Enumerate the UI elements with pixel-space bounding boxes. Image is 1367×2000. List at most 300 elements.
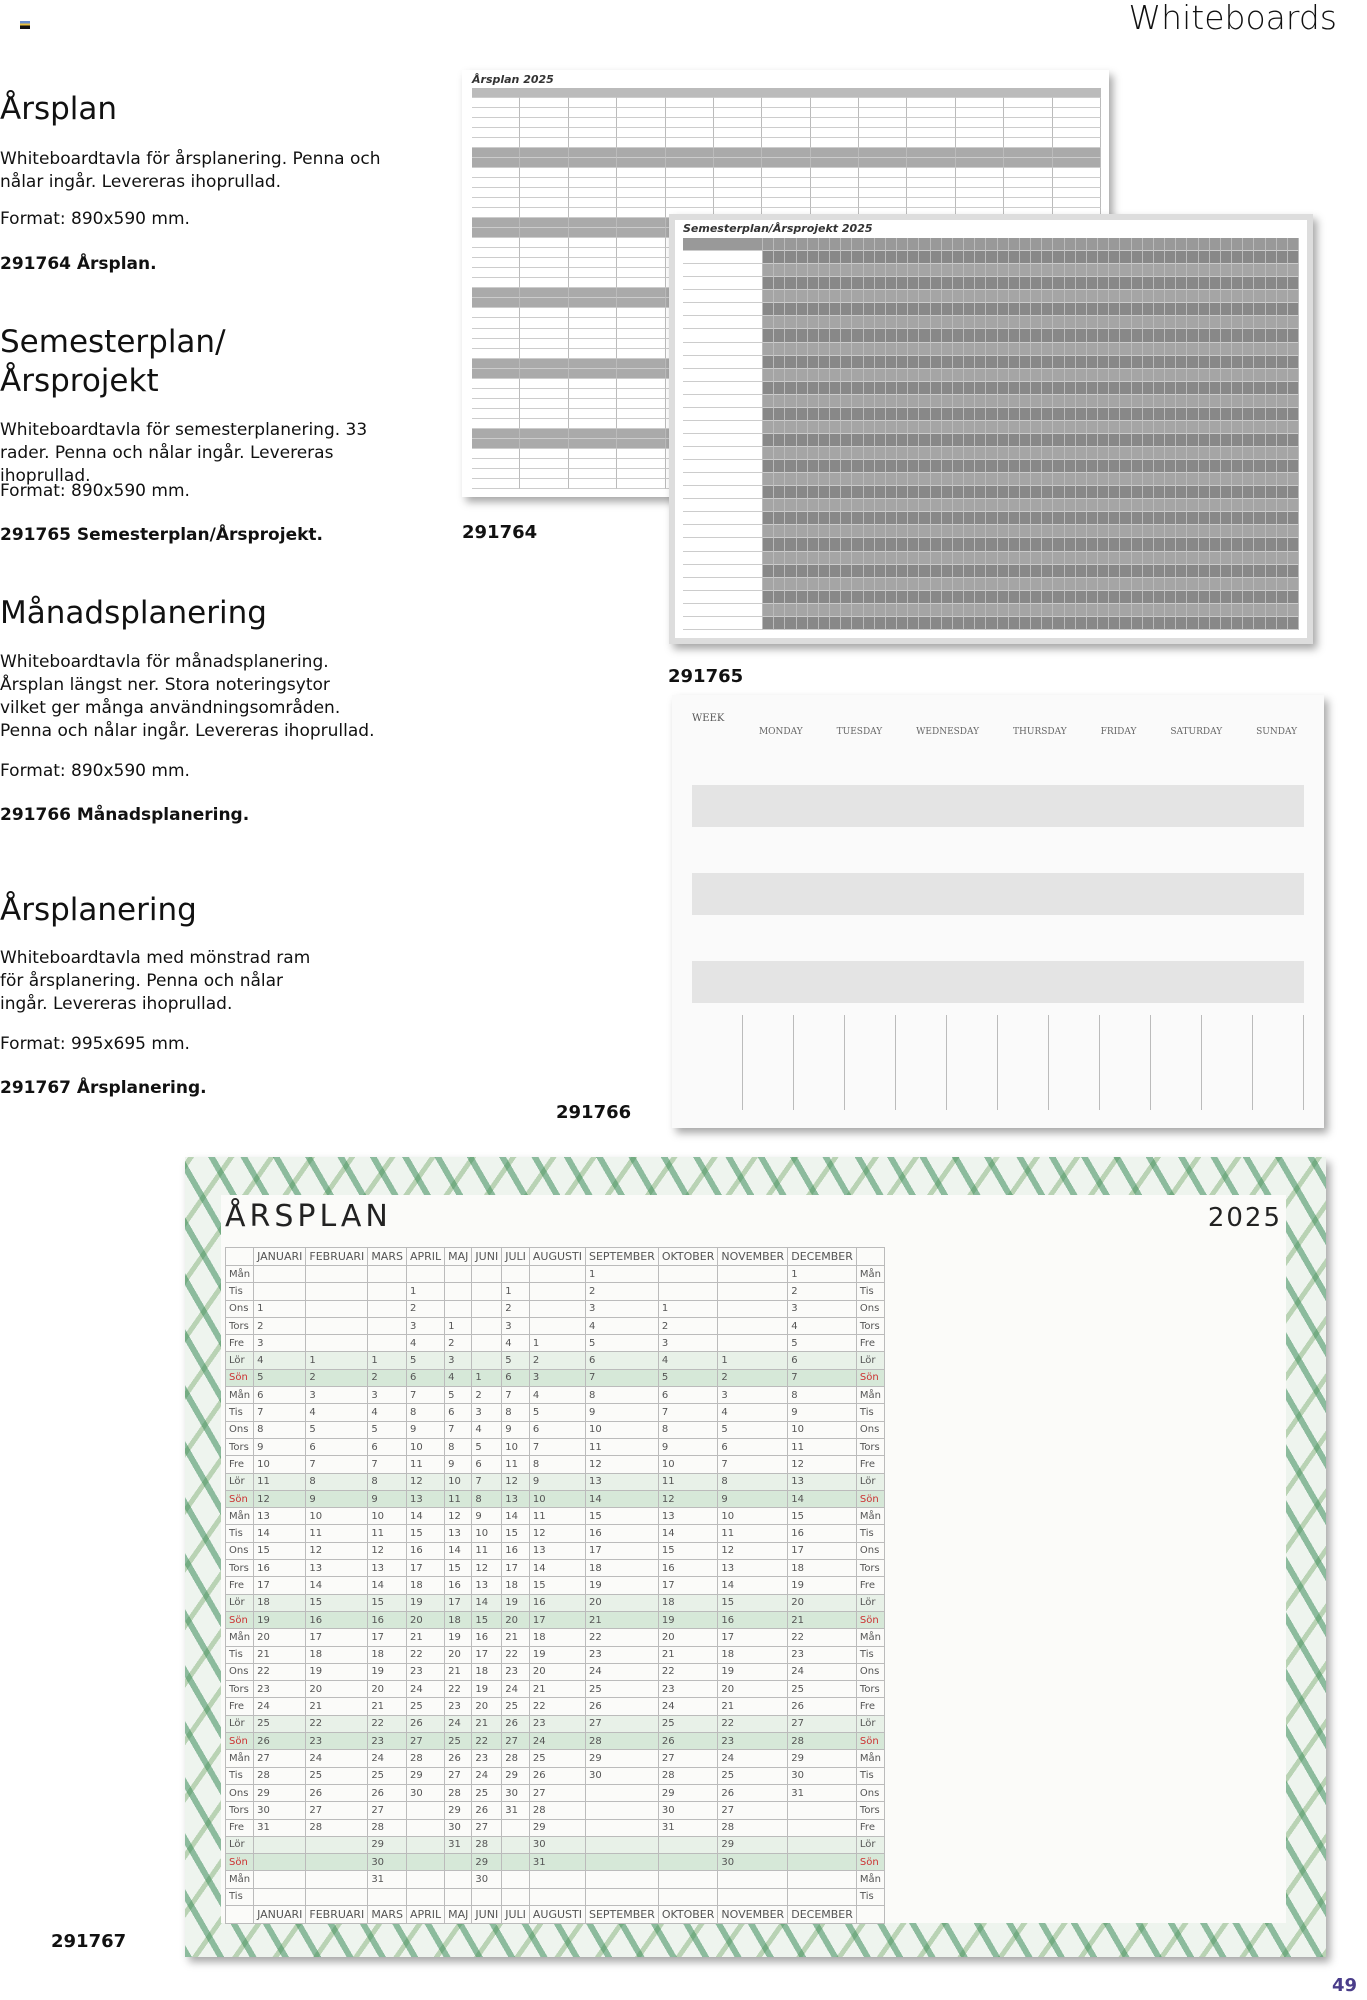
grid-cell bbox=[1277, 591, 1288, 604]
grid-cell bbox=[864, 499, 875, 512]
grid-cell bbox=[919, 499, 930, 512]
grid-cell bbox=[763, 382, 774, 395]
grid-cell bbox=[1087, 617, 1098, 630]
grid-cell bbox=[886, 264, 897, 277]
day-cell: Tis bbox=[856, 1767, 884, 1784]
grid-cell bbox=[1199, 290, 1210, 303]
grid-cell bbox=[975, 316, 986, 329]
grid-cell bbox=[1020, 499, 1031, 512]
day-cell: Lör bbox=[226, 1715, 254, 1732]
grid-cell bbox=[1232, 382, 1243, 395]
grid-cell bbox=[845, 1078, 896, 1094]
grid-cell bbox=[1020, 369, 1031, 382]
day-cell: 6 bbox=[368, 1438, 407, 1455]
grid-cell bbox=[1020, 565, 1031, 578]
grid-cell bbox=[1109, 251, 1120, 264]
month-header: APRIL bbox=[406, 1248, 444, 1266]
grid-cell bbox=[1031, 369, 1042, 382]
grid-cell bbox=[1187, 277, 1198, 290]
grid-cell bbox=[1098, 277, 1109, 290]
day-cell: 24 bbox=[529, 1733, 585, 1750]
grid-cell bbox=[1154, 382, 1165, 395]
grid-cell bbox=[797, 277, 808, 290]
grid-cell bbox=[797, 421, 808, 434]
grid-cell bbox=[998, 512, 1009, 525]
grid-cell bbox=[1232, 486, 1243, 499]
day-cell: 15 bbox=[502, 1525, 530, 1542]
grid-cell bbox=[1232, 552, 1243, 565]
grid-cell bbox=[1243, 486, 1254, 499]
grid-cell bbox=[1120, 343, 1131, 356]
day-cell: Fre bbox=[226, 1577, 254, 1594]
grid-cell bbox=[1042, 277, 1053, 290]
grid-cell bbox=[1154, 525, 1165, 538]
grid-cell bbox=[1277, 538, 1288, 551]
grid-cell bbox=[1199, 499, 1210, 512]
day-cell bbox=[658, 1266, 718, 1283]
grid-cell bbox=[763, 565, 774, 578]
grid-cell bbox=[617, 379, 665, 389]
grid-cell bbox=[808, 617, 819, 630]
grid-cell bbox=[774, 473, 785, 486]
day-cell: 25 bbox=[502, 1698, 530, 1715]
grid-cell bbox=[859, 178, 907, 188]
grid-cell bbox=[1176, 591, 1187, 604]
grid-cell bbox=[1031, 264, 1042, 277]
grid-cell bbox=[975, 369, 986, 382]
grid-cell bbox=[569, 148, 617, 158]
grid-cell bbox=[617, 429, 665, 439]
grid-cell bbox=[942, 356, 953, 369]
grid-cell bbox=[1165, 329, 1176, 342]
grid-cell bbox=[1243, 316, 1254, 329]
day-cell: Sön bbox=[226, 1369, 254, 1386]
grid-cell bbox=[1042, 565, 1053, 578]
grid-cell bbox=[1254, 329, 1265, 342]
calendar-row bbox=[226, 1577, 885, 1594]
grid-cell bbox=[875, 565, 886, 578]
grid-cell bbox=[520, 399, 568, 409]
grid-cell bbox=[852, 473, 863, 486]
grid-cell bbox=[942, 408, 953, 421]
day-cell bbox=[445, 1266, 472, 1283]
grid-cell bbox=[908, 473, 919, 486]
grid-cell bbox=[763, 447, 774, 460]
grid-cell bbox=[1277, 617, 1288, 630]
grid-cell bbox=[1143, 408, 1154, 421]
grid-cell bbox=[964, 290, 975, 303]
grid-cell bbox=[864, 617, 875, 630]
grid-cell bbox=[897, 499, 908, 512]
grid-cell bbox=[520, 379, 568, 389]
grid-cell bbox=[1009, 552, 1020, 565]
day-cell: 23 bbox=[718, 1733, 788, 1750]
grid-cell bbox=[472, 359, 520, 369]
grid-cell bbox=[1176, 604, 1187, 617]
grid-cell bbox=[1210, 617, 1221, 630]
grid-cell bbox=[1132, 264, 1143, 277]
grid-cell bbox=[569, 439, 617, 449]
grid-cell bbox=[1098, 369, 1109, 382]
grid-cell bbox=[859, 158, 907, 168]
grid-cell bbox=[1266, 382, 1277, 395]
grid-cell bbox=[1020, 290, 1031, 303]
grid-cell bbox=[975, 565, 986, 578]
grid-cell bbox=[1221, 343, 1232, 356]
grid-cell bbox=[1132, 343, 1143, 356]
grid-cell bbox=[998, 538, 1009, 551]
grid-cell bbox=[811, 128, 859, 138]
grid-cell bbox=[1199, 578, 1210, 591]
grid-cell bbox=[569, 298, 617, 308]
day-cell: Ons bbox=[856, 1784, 884, 1801]
grid-cell bbox=[998, 499, 1009, 512]
grid-cell bbox=[1053, 290, 1064, 303]
day-cell bbox=[502, 1888, 530, 1905]
grid-cell bbox=[897, 264, 908, 277]
grid-cell bbox=[1087, 604, 1098, 617]
grid-cell bbox=[964, 316, 975, 329]
day-cell: 14 bbox=[472, 1594, 502, 1611]
day-cell bbox=[254, 1283, 306, 1300]
grid-cell bbox=[1098, 264, 1109, 277]
day-cell: 19 bbox=[585, 1577, 658, 1594]
day-cell: 23 bbox=[472, 1750, 502, 1767]
grid-cell bbox=[811, 148, 859, 158]
grid-cell bbox=[1132, 604, 1143, 617]
grid-cell bbox=[1087, 303, 1098, 316]
grid-cell bbox=[472, 298, 520, 308]
grid-cell bbox=[785, 552, 796, 565]
grid-cell bbox=[1176, 499, 1187, 512]
month-header: MAJ bbox=[445, 1905, 472, 1923]
grid-cell bbox=[852, 369, 863, 382]
grid-cell bbox=[975, 512, 986, 525]
grid-cell bbox=[841, 369, 852, 382]
grid-cell bbox=[986, 604, 997, 617]
day-cell: Sön bbox=[856, 1490, 884, 1507]
grid-cell bbox=[1053, 329, 1064, 342]
grid-cell bbox=[1020, 264, 1031, 277]
day-cell bbox=[718, 1317, 788, 1334]
grid-cell bbox=[998, 329, 1009, 342]
grid-cell bbox=[1053, 188, 1101, 198]
product-label-291766: 291766 bbox=[556, 1102, 632, 1123]
day-cell: 10 bbox=[445, 1473, 472, 1490]
grid-cell bbox=[520, 158, 568, 168]
grid-cell bbox=[1031, 565, 1042, 578]
grid-cell bbox=[763, 499, 774, 512]
grid-cell bbox=[683, 565, 763, 578]
grid-cell bbox=[886, 434, 897, 447]
grid-cell bbox=[1109, 303, 1120, 316]
grid-cell bbox=[1004, 188, 1052, 198]
day-cell: 8 bbox=[502, 1404, 530, 1421]
grid-cell bbox=[931, 303, 942, 316]
day-cell: 27 bbox=[585, 1715, 658, 1732]
grid-cell bbox=[1154, 538, 1165, 551]
grid-cell bbox=[819, 356, 830, 369]
month-header: DECEMBER bbox=[788, 1905, 857, 1923]
day-cell: 31 bbox=[254, 1819, 306, 1836]
grid-cell bbox=[1165, 617, 1176, 630]
month-header: JANUARI bbox=[254, 1248, 306, 1266]
day-cell: 3 bbox=[254, 1335, 306, 1352]
grid-cell bbox=[931, 617, 942, 630]
grid-cell bbox=[875, 447, 886, 460]
grid-cell bbox=[683, 408, 763, 421]
day-cell: 3 bbox=[306, 1387, 368, 1404]
grid-cell bbox=[841, 316, 852, 329]
day-cell: 18 bbox=[529, 1629, 585, 1646]
grid-cell bbox=[947, 1062, 998, 1078]
grid-cell bbox=[1176, 343, 1187, 356]
day-cell: 2 bbox=[306, 1369, 368, 1386]
day-cell: Ons bbox=[226, 1300, 254, 1317]
grid-cell bbox=[762, 108, 810, 118]
day-cell: 13 bbox=[718, 1560, 788, 1577]
grid-cell bbox=[1243, 552, 1254, 565]
calendar-row bbox=[226, 1490, 885, 1507]
calendar-row bbox=[226, 1871, 885, 1888]
grid-cell bbox=[897, 512, 908, 525]
grid-cell bbox=[1120, 382, 1131, 395]
grid-cell bbox=[859, 118, 907, 128]
month-header: JUNI bbox=[472, 1248, 502, 1266]
grid-cell bbox=[998, 303, 1009, 316]
grid-cell bbox=[1076, 460, 1087, 473]
grid-cell bbox=[975, 382, 986, 395]
grid-cell bbox=[897, 552, 908, 565]
grid-cell bbox=[986, 552, 997, 565]
grid-cell bbox=[1020, 434, 1031, 447]
grid-cell bbox=[1199, 343, 1210, 356]
grid-cell bbox=[1009, 591, 1020, 604]
calendar-row bbox=[226, 1905, 885, 1923]
grid-cell bbox=[1098, 604, 1109, 617]
grid-cell bbox=[1199, 238, 1210, 251]
grid-cell bbox=[1053, 316, 1064, 329]
grid-cell bbox=[1076, 538, 1087, 551]
day-cell: 7 bbox=[254, 1404, 306, 1421]
grid-cell bbox=[931, 238, 942, 251]
grid-cell bbox=[1232, 617, 1243, 630]
grid-cell bbox=[1243, 525, 1254, 538]
grid-cell bbox=[1053, 421, 1064, 434]
grid-cell bbox=[617, 469, 665, 479]
grid-cell bbox=[864, 264, 875, 277]
grid-cell bbox=[1020, 277, 1031, 290]
grid-cell bbox=[875, 552, 886, 565]
day-cell: 16 bbox=[472, 1629, 502, 1646]
grid-cell bbox=[819, 369, 830, 382]
grid-cell bbox=[1098, 316, 1109, 329]
grid-cell bbox=[617, 98, 665, 108]
grid-cell bbox=[942, 565, 953, 578]
grid-cell bbox=[1120, 290, 1131, 303]
day-cell: 30 bbox=[658, 1802, 718, 1819]
day-cell: 26 bbox=[368, 1784, 407, 1801]
day-cell: 18 bbox=[585, 1560, 658, 1577]
grid-cell bbox=[896, 1062, 947, 1078]
grid-cell bbox=[907, 178, 955, 188]
grid-cell bbox=[763, 238, 774, 251]
day-cell bbox=[472, 1888, 502, 1905]
grid-cell bbox=[617, 278, 665, 288]
grid-cell bbox=[1266, 617, 1277, 630]
day-cell: 14 bbox=[718, 1577, 788, 1594]
grid-cell bbox=[1277, 447, 1288, 460]
grid-cell bbox=[908, 421, 919, 434]
day-cell: 3 bbox=[658, 1335, 718, 1352]
grid-cell bbox=[919, 395, 930, 408]
grid-cell bbox=[1076, 329, 1087, 342]
grid-cell bbox=[1165, 499, 1176, 512]
grid-cell bbox=[841, 552, 852, 565]
grid-cell bbox=[1143, 277, 1154, 290]
grid-cell bbox=[1076, 447, 1087, 460]
day-cell bbox=[368, 1300, 407, 1317]
grid-cell bbox=[998, 316, 1009, 329]
grid-cell bbox=[472, 98, 520, 108]
grid-cell bbox=[1087, 421, 1098, 434]
grid-cell bbox=[830, 552, 841, 565]
grid-cell bbox=[1254, 447, 1265, 460]
day-cell: 22 bbox=[529, 1698, 585, 1715]
day-cell: Tors bbox=[856, 1560, 884, 1577]
month-header: SEPTEMBER bbox=[585, 1905, 658, 1923]
grid-cell bbox=[774, 447, 785, 460]
grid-cell bbox=[908, 264, 919, 277]
grid-cell bbox=[1098, 486, 1109, 499]
day-cell: 19 bbox=[472, 1681, 502, 1698]
grid-cell bbox=[1254, 499, 1265, 512]
day-cell: 28 bbox=[788, 1733, 857, 1750]
grid-cell bbox=[1232, 499, 1243, 512]
grid-cell bbox=[919, 421, 930, 434]
grid-cell bbox=[964, 303, 975, 316]
day-cell: 26 bbox=[718, 1784, 788, 1801]
day-cell bbox=[406, 1854, 444, 1871]
grid-cell bbox=[964, 369, 975, 382]
day-cell: 27 bbox=[368, 1802, 407, 1819]
grid-cell bbox=[1120, 499, 1131, 512]
grid-cell bbox=[942, 343, 953, 356]
grid-cell bbox=[1199, 316, 1210, 329]
grid-cell bbox=[1151, 1062, 1202, 1078]
grid-cell bbox=[852, 460, 863, 473]
grid-cell bbox=[1009, 447, 1020, 460]
grid-cell bbox=[841, 499, 852, 512]
grid-cell bbox=[1143, 525, 1154, 538]
grid-cell bbox=[1132, 382, 1143, 395]
grid-cell bbox=[1098, 578, 1109, 591]
grid-cell bbox=[830, 329, 841, 342]
day-cell bbox=[502, 1819, 530, 1836]
grid-cell bbox=[931, 264, 942, 277]
grid-cell bbox=[520, 138, 568, 148]
day-cell: 25 bbox=[406, 1698, 444, 1715]
day-cell: 6 bbox=[472, 1456, 502, 1473]
grid-cell bbox=[1254, 565, 1265, 578]
day-cell: 26 bbox=[306, 1784, 368, 1801]
grid-cell bbox=[794, 1094, 845, 1110]
grid-cell bbox=[1221, 382, 1232, 395]
grid-cell bbox=[1053, 118, 1101, 128]
day-cell: 5 bbox=[368, 1421, 407, 1438]
grid-cell bbox=[617, 369, 665, 379]
grid-cell bbox=[1243, 421, 1254, 434]
grid-cell bbox=[964, 408, 975, 421]
grid-cell bbox=[975, 238, 986, 251]
grid-cell bbox=[931, 512, 942, 525]
day-cell: 15 bbox=[788, 1508, 857, 1525]
day-cell: 19 bbox=[254, 1611, 306, 1628]
grid-cell bbox=[1254, 408, 1265, 421]
grid-cell bbox=[1076, 434, 1087, 447]
grid-cell bbox=[864, 512, 875, 525]
day-cell bbox=[529, 1283, 585, 1300]
grid-cell bbox=[1049, 1062, 1100, 1078]
grid-cell bbox=[864, 408, 875, 421]
grid-cell bbox=[1210, 460, 1221, 473]
grid-cell bbox=[1187, 343, 1198, 356]
grid-cell bbox=[520, 118, 568, 128]
grid-cell bbox=[1076, 578, 1087, 591]
grid-cell bbox=[953, 421, 964, 434]
grid-cell bbox=[845, 1094, 896, 1110]
grid-cell bbox=[1065, 552, 1076, 565]
grid-cell bbox=[683, 290, 763, 303]
calendar-row bbox=[226, 1387, 885, 1404]
day-cell: 16 bbox=[445, 1577, 472, 1594]
grid-cell bbox=[683, 460, 763, 473]
grid-cell bbox=[1031, 277, 1042, 290]
grid-cell bbox=[908, 251, 919, 264]
grid-cell bbox=[520, 469, 568, 479]
grid-cell bbox=[986, 591, 997, 604]
day-cell: Mån bbox=[226, 1387, 254, 1404]
day-cell: 26 bbox=[502, 1715, 530, 1732]
grid-cell bbox=[1132, 499, 1143, 512]
day-cell: 5 bbox=[658, 1369, 718, 1386]
grid-cell bbox=[1199, 277, 1210, 290]
day-cell: Lör bbox=[856, 1836, 884, 1853]
grid-cell bbox=[569, 389, 617, 399]
grid-cell bbox=[774, 499, 785, 512]
grid-cell bbox=[1277, 408, 1288, 421]
grid-cell bbox=[931, 395, 942, 408]
grid-cell bbox=[975, 591, 986, 604]
month-header: NOVEMBER bbox=[718, 1248, 788, 1266]
day-cell: 3 bbox=[585, 1300, 658, 1317]
day-cell: 2 bbox=[788, 1283, 857, 1300]
grid-cell bbox=[808, 486, 819, 499]
grid-cell bbox=[886, 408, 897, 421]
grid-cell bbox=[785, 369, 796, 382]
day-cell: 30 bbox=[502, 1784, 530, 1801]
grid-cell bbox=[931, 434, 942, 447]
grid-cell bbox=[1009, 565, 1020, 578]
day-cell: 20 bbox=[254, 1629, 306, 1646]
grid-cell bbox=[1288, 460, 1299, 473]
grid-cell bbox=[1098, 382, 1109, 395]
day-cell: 21 bbox=[254, 1646, 306, 1663]
grid-cell bbox=[819, 512, 830, 525]
grid-cell bbox=[1254, 316, 1265, 329]
grid-cell bbox=[1187, 578, 1198, 591]
grid-cell bbox=[1109, 421, 1120, 434]
